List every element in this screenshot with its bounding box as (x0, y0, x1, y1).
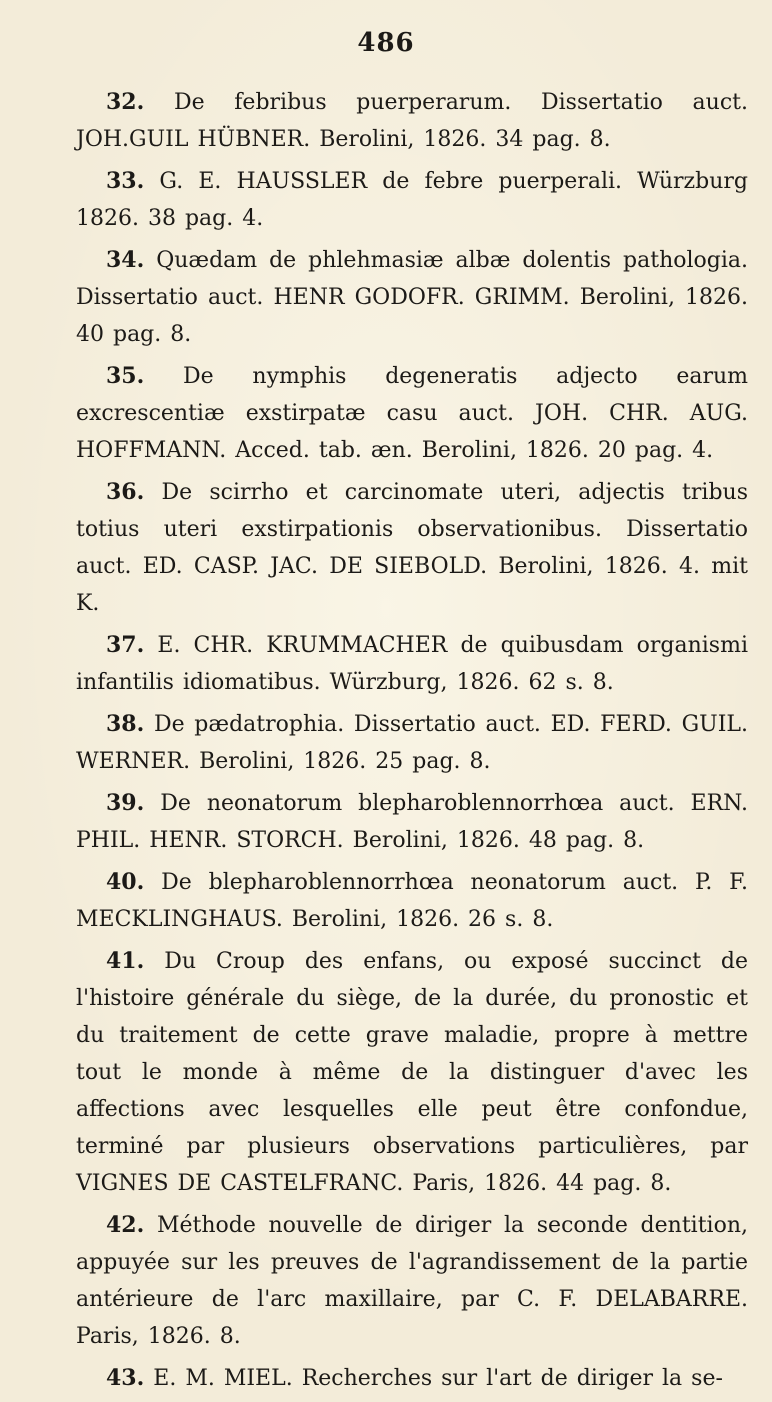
entry-number: 32. (106, 89, 145, 115)
entry-text: De pædatrophia. Dissertatio auct. ED. FERD. GUIL. WERNER. Berolini, 1826. 25 pag. 8. (76, 712, 748, 774)
page-number: 486 (357, 28, 415, 58)
entry-text: De nymphis degeneratis adjecto earum excrescentiæ exstirpatæ casu auct. JOH. CHR. AUG. HOFFMANN. Acced. tab. æn. Berolini, 1826. 20 pag. 4. (76, 364, 748, 463)
bibliography-entry (76, 474, 748, 622)
bibliography-entry (76, 358, 748, 469)
bibliography-entry (76, 163, 748, 237)
bibliography-entry (76, 864, 748, 938)
entry-text: E. CHR. KRUMMACHER de quibusdam organismi infantilis idiomatibus. Würzburg, 1826. 62 s. 8. (76, 633, 748, 695)
entry-number: 36. (106, 479, 145, 505)
entry-text: De scirrho et carcinomate uteri, adjectis tribus totius uteri exstirpationis observationibus. Dissertatio auct. ED. CASP. JAC. DE SIEBOLD. Berolini, 1826. 4. mit K. (76, 480, 748, 616)
bibliography-entry (76, 627, 748, 701)
bibliography-entry (76, 242, 748, 353)
entry-text: G. E. HAUSSLER de febre puerperali. Würzburg 1826. 38 pag. 4. (76, 169, 748, 231)
bibliography-entry (76, 84, 748, 158)
entry-number: 39. (106, 790, 145, 816)
entry-number: 42. (106, 1212, 145, 1238)
entry-number: 40. (106, 869, 145, 895)
entry-number: 37. (106, 632, 145, 658)
entry-text: Du Croup des enfans, ou exposé succinct de l'histoire générale du siège, de la durée, du pronostic et du traitement de cette grave maladie, propre à mettre tout le monde à même de la distinguer d'avec les affections avec lesquelles elle peut être confondue, terminé par plusieurs observations particulières, par VIGNES DE CASTELFRANC. Paris, 1826. 44 pag. 8. (76, 949, 748, 1196)
entry-number: 38. (106, 711, 145, 737)
entry-number: 41. (106, 948, 145, 974)
bibliography-entry (76, 1360, 748, 1397)
entry-number: 35. (106, 363, 145, 389)
entry-number: 34. (106, 247, 145, 273)
bibliography-entry (76, 1207, 748, 1355)
entry-text: Quædam de phlehmasiæ albæ dolentis pathologia. Dissertatio auct. HENR GODOFR. GRIMM. Berolini, 1826. 40 pag. 8. (76, 248, 748, 347)
bibliography-entry (76, 785, 748, 859)
entry-text: De febribus puerperarum. Dissertatio auct. JOH.GUIL HÜBNER. Berolini, 1826. 34 pag. 8. (76, 90, 748, 152)
bibliography-entry (76, 706, 748, 780)
entry-text: Méthode nouvelle de diriger la seconde dentition, appuyée sur les preuves de l'agrandissement de la partie antérieure de l'arc maxillaire, par C. F. DELABARRE. Paris, 1826. 8. (76, 1213, 748, 1349)
entry-text: E. M. MIEL. Recherches sur l'art de diriger la se- (153, 1366, 723, 1391)
bibliography-entry (76, 943, 748, 1202)
entry-text: De neonatorum blepharoblennorrhœa auct. ERN. PHIL. HENR. STORCH. Berolini, 1826. 48 pag. 8. (76, 791, 748, 853)
entry-number: 43. (106, 1365, 145, 1391)
bibliography-list (76, 84, 748, 1402)
entry-number: 33. (106, 168, 145, 194)
entry-text: De blepharoblennorrhœa neonatorum auct. P. F. MECKLINGHAUS. Berolini, 1826. 26 s. 8. (76, 870, 748, 932)
